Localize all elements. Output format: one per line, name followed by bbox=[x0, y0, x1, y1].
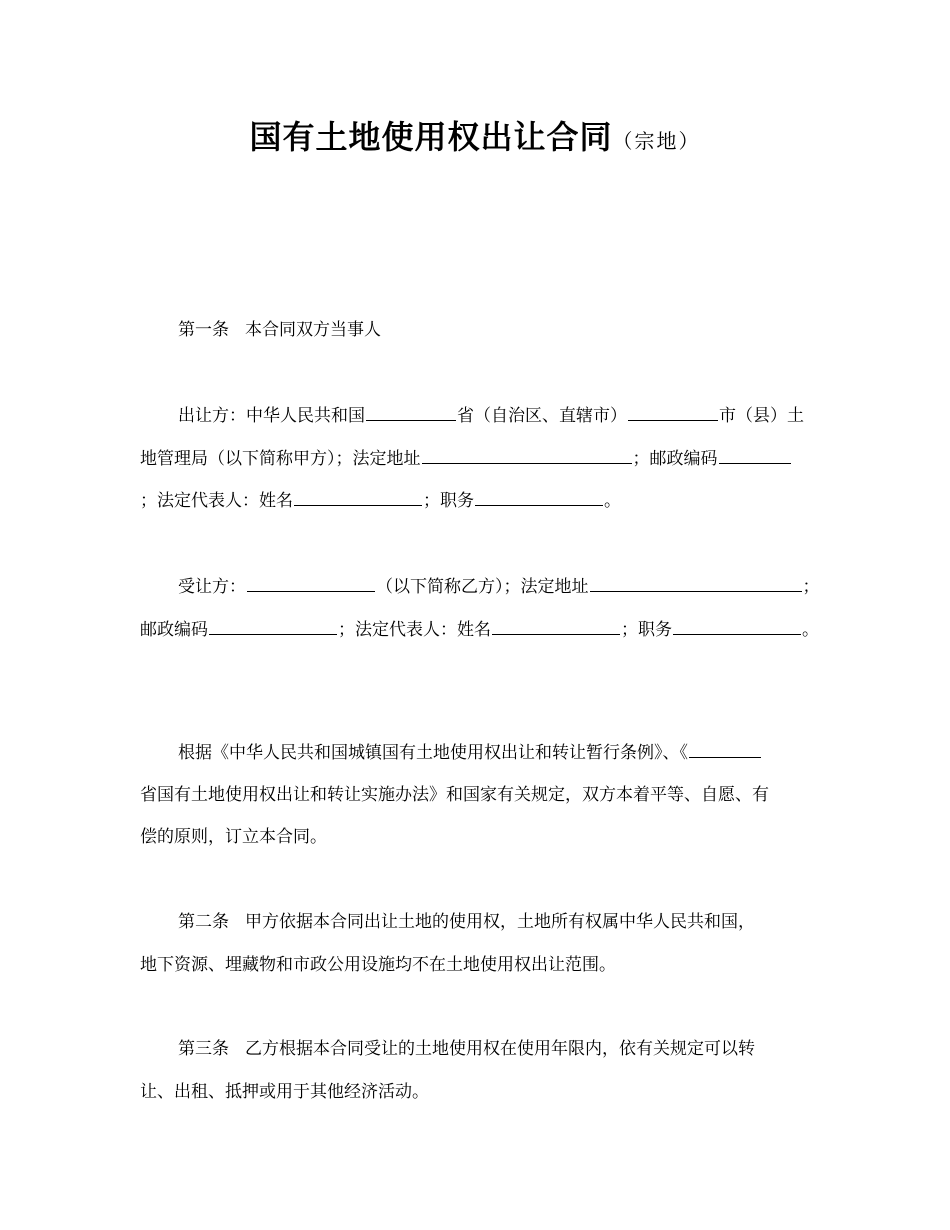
basis-text-3: 偿的原则，订立本合同。 bbox=[140, 827, 327, 847]
transferee-postal-label: 邮政编码 bbox=[140, 620, 208, 640]
transferor-position-blank[interactable] bbox=[475, 488, 603, 506]
city-blank[interactable] bbox=[628, 403, 718, 421]
transferor-address-blank[interactable] bbox=[422, 446, 632, 464]
transferee-name-blank[interactable] bbox=[247, 574, 375, 592]
article3-line-2 bbox=[140, 1080, 820, 1104]
article2-label: 第二条 bbox=[178, 912, 229, 932]
city-label: 市（县）土 bbox=[719, 406, 804, 426]
transferee-postal-blank[interactable] bbox=[209, 617, 337, 635]
province-label: 省（自治区、直辖市） bbox=[457, 406, 627, 426]
article1-text: 本合同双方当事人 bbox=[245, 320, 381, 340]
transferee-rep-label: ；法定代表人：姓名 bbox=[338, 620, 491, 640]
province-blank[interactable] bbox=[366, 403, 456, 421]
transferee-line-1 bbox=[178, 574, 820, 599]
transferor-line-3 bbox=[140, 488, 820, 513]
document-title bbox=[0, 112, 950, 158]
transferor-rep-label: ；法定代表人：姓名 bbox=[140, 491, 293, 511]
basis-lead: 根据《中华人民共和国城镇国有土地使用权出让和转让暂行条例》、《 bbox=[178, 743, 688, 763]
transferor-position-label: ；职务 bbox=[423, 491, 474, 511]
transferor-lead: 出让方：中华人民共和国 bbox=[178, 406, 365, 426]
basis-line-2 bbox=[140, 783, 820, 807]
transferee-position-blank[interactable] bbox=[673, 617, 801, 635]
transferee-address-blank[interactable] bbox=[590, 574, 802, 592]
transferee-rep-blank[interactable] bbox=[492, 617, 620, 635]
article3-text-2: 让、出租、抵押或用于其他经济活动。 bbox=[140, 1082, 429, 1102]
article1-label: 第一条 bbox=[178, 320, 229, 340]
transferor-line-1 bbox=[178, 403, 820, 428]
article1-heading bbox=[178, 318, 820, 342]
transferee-lead: 受让方： bbox=[178, 577, 246, 597]
article2-text-2: 地下资源、埋藏物和市政公用设施均不在土地使用权出让范围。 bbox=[140, 955, 616, 975]
transferor-postal-blank[interactable] bbox=[719, 446, 791, 464]
article3-line-1 bbox=[178, 1037, 820, 1061]
article3-text-1: 乙方根据本合同受让的土地使用权在使用年限内，依有关规定可以转 bbox=[245, 1039, 755, 1059]
bureau-label: 地管理局（以下简称甲方）；法定地址 bbox=[140, 449, 421, 469]
basis-province-blank[interactable] bbox=[689, 740, 761, 758]
basis-line-1 bbox=[178, 740, 820, 765]
article2-line-1 bbox=[178, 910, 820, 934]
article3-label: 第三条 bbox=[178, 1039, 229, 1059]
transferee-position-label: ；职务 bbox=[621, 620, 672, 640]
transferee-semicolon: ； bbox=[802, 577, 820, 597]
basis-line-3 bbox=[140, 825, 820, 849]
transferor-line-2 bbox=[140, 446, 820, 471]
transferor-end: 。 bbox=[604, 491, 621, 511]
title-sub: （宗地） bbox=[612, 129, 701, 153]
transferee-line-2 bbox=[140, 617, 820, 642]
title-main: 国有土地使用权出让合同 bbox=[249, 118, 613, 156]
article2-line-2 bbox=[140, 953, 820, 977]
article2-text-1: 甲方依据本合同出让土地的使用权，土地所有权属中华人民共和国， bbox=[245, 912, 755, 932]
basis-text-2: 省国有土地使用权出让和转让实施办法》和国家有关规定，双方本着平等、自愿、有 bbox=[140, 785, 769, 805]
transferor-postal-label: ；邮政编码 bbox=[632, 449, 718, 469]
transferor-rep-blank[interactable] bbox=[294, 488, 422, 506]
transferee-short-label: （以下简称乙方）；法定地址 bbox=[376, 577, 589, 597]
transferee-end: 。 bbox=[802, 620, 819, 640]
